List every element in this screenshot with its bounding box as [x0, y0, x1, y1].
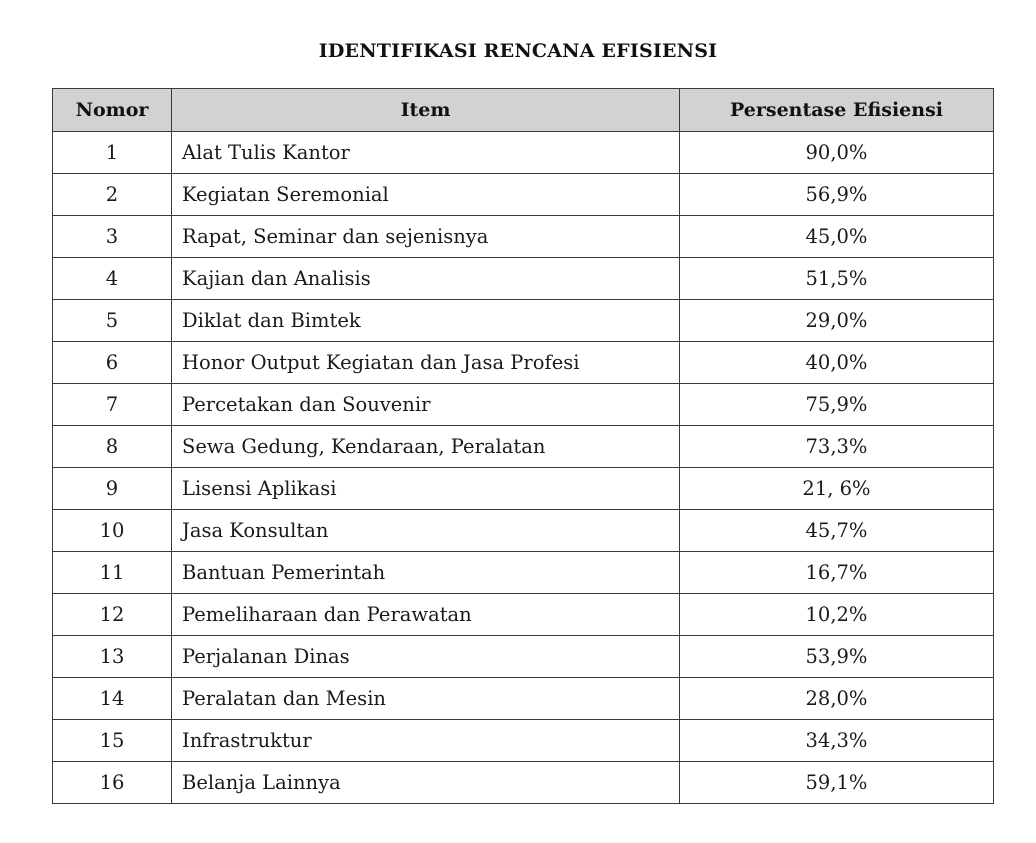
row-number: 7 — [53, 384, 172, 426]
row-percentage: 45,0% — [680, 216, 994, 258]
row-number: 16 — [53, 762, 172, 804]
row-percentage: 90,0% — [680, 132, 994, 174]
header-persentase: Persentase Efisiensi — [680, 89, 994, 132]
header-row — [53, 89, 994, 132]
row-percentage: 40,0% — [680, 342, 994, 384]
header-nomor: Nomor — [53, 89, 172, 132]
table-row — [53, 300, 994, 342]
row-item: Lisensi Aplikasi — [172, 468, 680, 510]
row-item: Kajian dan Analisis — [172, 258, 680, 300]
row-percentage: 53,9% — [680, 636, 994, 678]
row-percentage: 56,9% — [680, 174, 994, 216]
row-item: Belanja Lainnya — [172, 762, 680, 804]
row-percentage: 75,9% — [680, 384, 994, 426]
table-row — [53, 342, 994, 384]
row-number: 4 — [53, 258, 172, 300]
table-body — [53, 132, 994, 804]
row-item: Honor Output Kegiatan dan Jasa Profesi — [172, 342, 680, 384]
row-item: Jasa Konsultan — [172, 510, 680, 552]
table-header — [53, 89, 994, 132]
table-row — [53, 678, 994, 720]
table-row — [53, 636, 994, 678]
row-number: 6 — [53, 342, 172, 384]
row-item: Infrastruktur — [172, 720, 680, 762]
row-percentage: 59,1% — [680, 762, 994, 804]
row-percentage: 73,3% — [680, 426, 994, 468]
table-row — [53, 258, 994, 300]
header-item: Item — [172, 89, 680, 132]
row-number: 15 — [53, 720, 172, 762]
row-percentage: 29,0% — [680, 300, 994, 342]
row-number: 9 — [53, 468, 172, 510]
row-item: Rapat, Seminar dan sejenisnya — [172, 216, 680, 258]
row-number: 3 — [53, 216, 172, 258]
table-row — [53, 510, 994, 552]
row-item: Bantuan Pemerintah — [172, 552, 680, 594]
table-row — [53, 426, 994, 468]
row-percentage: 10,2% — [680, 594, 994, 636]
row-number: 2 — [53, 174, 172, 216]
row-percentage: 45,7% — [680, 510, 994, 552]
row-item: Pemeliharaan dan Perawatan — [172, 594, 680, 636]
row-item: Percetakan dan Souvenir — [172, 384, 680, 426]
row-number: 11 — [53, 552, 172, 594]
document-title: IDENTIFIKASI RENCANA EFISIENSI — [318, 40, 718, 62]
row-percentage: 34,3% — [680, 720, 994, 762]
table-row — [53, 552, 994, 594]
table-row — [53, 762, 994, 804]
table-row — [53, 468, 994, 510]
row-number: 5 — [53, 300, 172, 342]
row-item: Kegiatan Seremonial — [172, 174, 680, 216]
table-row — [53, 216, 994, 258]
efficiency-table — [52, 88, 994, 804]
table-row — [53, 384, 994, 426]
row-number: 14 — [53, 678, 172, 720]
row-percentage: 28,0% — [680, 678, 994, 720]
row-item: Alat Tulis Kantor — [172, 132, 680, 174]
row-item: Diklat dan Bimtek — [172, 300, 680, 342]
row-item: Peralatan dan Mesin — [172, 678, 680, 720]
row-number: 10 — [53, 510, 172, 552]
row-percentage: 21, 6% — [680, 468, 994, 510]
row-percentage: 51,5% — [680, 258, 994, 300]
row-item: Perjalanan Dinas — [172, 636, 680, 678]
row-number: 1 — [53, 132, 172, 174]
row-number: 12 — [53, 594, 172, 636]
row-number: 13 — [53, 636, 172, 678]
row-item: Sewa Gedung, Kendaraan, Peralatan — [172, 426, 680, 468]
row-number: 8 — [53, 426, 172, 468]
table-row — [53, 594, 994, 636]
table-row — [53, 720, 994, 762]
table-row — [53, 132, 994, 174]
table-row — [53, 174, 994, 216]
row-percentage: 16,7% — [680, 552, 994, 594]
